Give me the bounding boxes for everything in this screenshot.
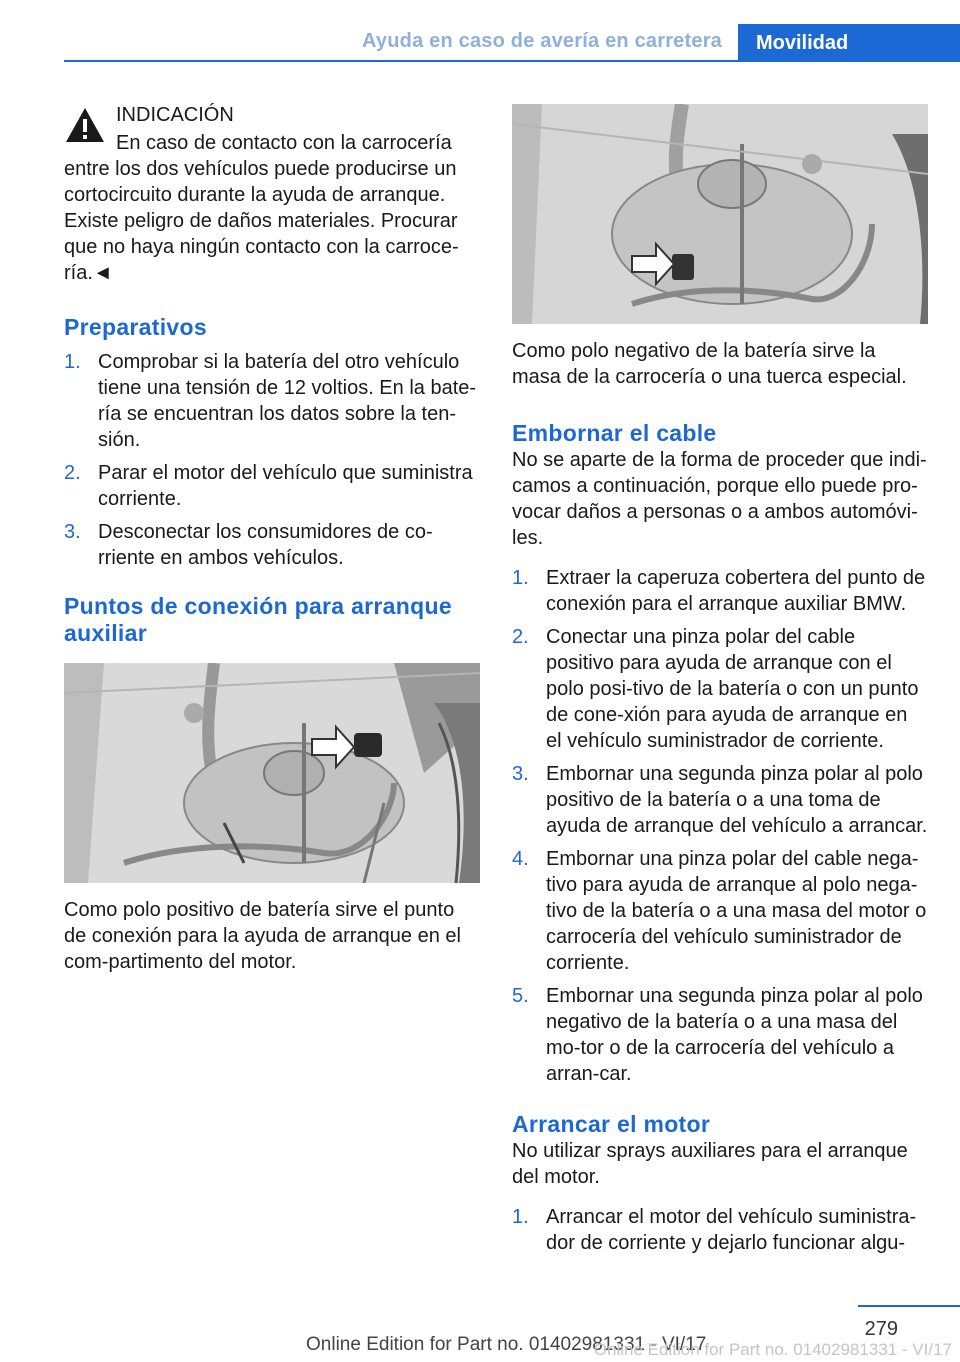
step-item xyxy=(64,519,482,571)
section-heading-preparativos: Preparativos xyxy=(64,314,207,340)
caption-negative: Como polo negativo de la batería sirve la masa de la carrocería o una tuerca especial. xyxy=(512,340,907,388)
step-number: 2. xyxy=(64,462,81,484)
step-text: Embornar una segunda pinza polar al polo positivo de la batería o a una toma de ayuda de arranque del vehículo a arrancar. xyxy=(546,763,928,837)
embornar-steps xyxy=(512,565,928,1087)
step-text: Conectar una pinza polar del cable positivo para ayuda de arranque con el polo posi-tivo de la batería o con un punto de cone-xión para ayuda de arranque en el vehículo suministrador de corriente. xyxy=(546,626,919,752)
page-number: 279 xyxy=(864,1318,898,1340)
step-number: 3. xyxy=(512,763,529,785)
step-number: 1. xyxy=(512,567,529,589)
preparativos-steps xyxy=(64,349,482,571)
step-text: Desconectar los consumidores de co-rriente en ambos vehículos. xyxy=(98,521,433,569)
footer-edition: Online Edition for Part no. 01402981331 - VI/17 xyxy=(306,1334,707,1355)
step-item xyxy=(512,983,928,1087)
section-heading-arrancar: Arrancar el motor xyxy=(512,1111,711,1137)
step-text: Embornar una segunda pinza polar al polo negativo de la batería o a una masa del mo-tor o de la carrocería del vehículo a arran-car. xyxy=(546,985,923,1085)
step-number: 4. xyxy=(512,848,529,870)
caption-positive: Como polo positivo de batería sirve el punto de conexión para la ayuda de arranque en el com-partimento del motor. xyxy=(64,899,461,973)
warning-text: entre los dos vehículos puede producirse un cortocircuito durante la ayuda de arranque. Existe peligro de daños materiales. Procurar que no haya ningún contacto con la carroce-ría.◄ xyxy=(64,158,459,284)
step-number: 1. xyxy=(512,1206,529,1228)
step-number: 3. xyxy=(64,521,81,543)
footer-rule xyxy=(858,1305,960,1307)
left-column xyxy=(64,100,482,975)
warning-notice xyxy=(64,100,482,286)
section-heading-puntos: Puntos de conexión para arranque auxiliar xyxy=(64,593,452,646)
step-text: Comprobar si la batería del otro vehículo tiene una tensión de 12 voltios. En la bate-ría se encuentran los datos sobre la ten-sión. xyxy=(98,351,477,451)
step-text: Parar el motor del vehículo que suministra corriente. xyxy=(98,462,473,510)
header-section-title: Ayuda en caso de avería en carretera xyxy=(362,30,722,52)
watermark: Online Edition for Part no. 01402981331 - VI/17 xyxy=(593,1340,952,1359)
header-chapter-label: Movilidad xyxy=(756,31,849,54)
arrancar-steps xyxy=(512,1204,928,1256)
step-item xyxy=(512,624,928,754)
header-chapter-tab xyxy=(738,24,960,62)
arrancar-intro: No utilizar sprays auxiliares para el arranque del motor. xyxy=(512,1140,908,1188)
step-item xyxy=(512,846,928,976)
step-item xyxy=(64,349,482,453)
step-text: Extraer la caperuza cobertera del punto de conexión para el arranque auxiliar BMW. xyxy=(546,567,926,615)
step-text: Arrancar el motor del vehículo suministra-dor de corriente y dejarlo funcionar algu- xyxy=(546,1206,917,1254)
section-heading-embornar: Embornar el cable xyxy=(512,420,717,446)
step-item xyxy=(64,460,482,512)
embornar-intro: No se aparte de la forma de proceder que indi-camos a continuación, porque ello puede pro-vocar daños a personas o a ambos automóvi-les. xyxy=(512,449,927,549)
step-item xyxy=(512,1204,928,1256)
engine-photo-positive-terminal xyxy=(64,663,480,883)
header-rule xyxy=(64,60,960,62)
step-item xyxy=(512,565,928,617)
warning-triangle-icon xyxy=(64,106,106,144)
step-number: 1. xyxy=(64,351,81,373)
engine-photo-negative-terminal xyxy=(512,104,928,324)
step-number: 5. xyxy=(512,985,529,1007)
warning-title: INDICACIÓN xyxy=(116,104,234,126)
right-column xyxy=(512,104,928,1263)
step-text: Embornar una pinza polar del cable nega-tivo para ayuda de arranque al polo nega-tivo de la batería o a una masa del motor o carrocería del vehículo suministrador de corriente. xyxy=(546,848,927,974)
warning-first-line: En caso de contacto con la carrocería xyxy=(116,132,452,154)
step-item xyxy=(512,761,928,839)
step-number: 2. xyxy=(512,626,529,648)
